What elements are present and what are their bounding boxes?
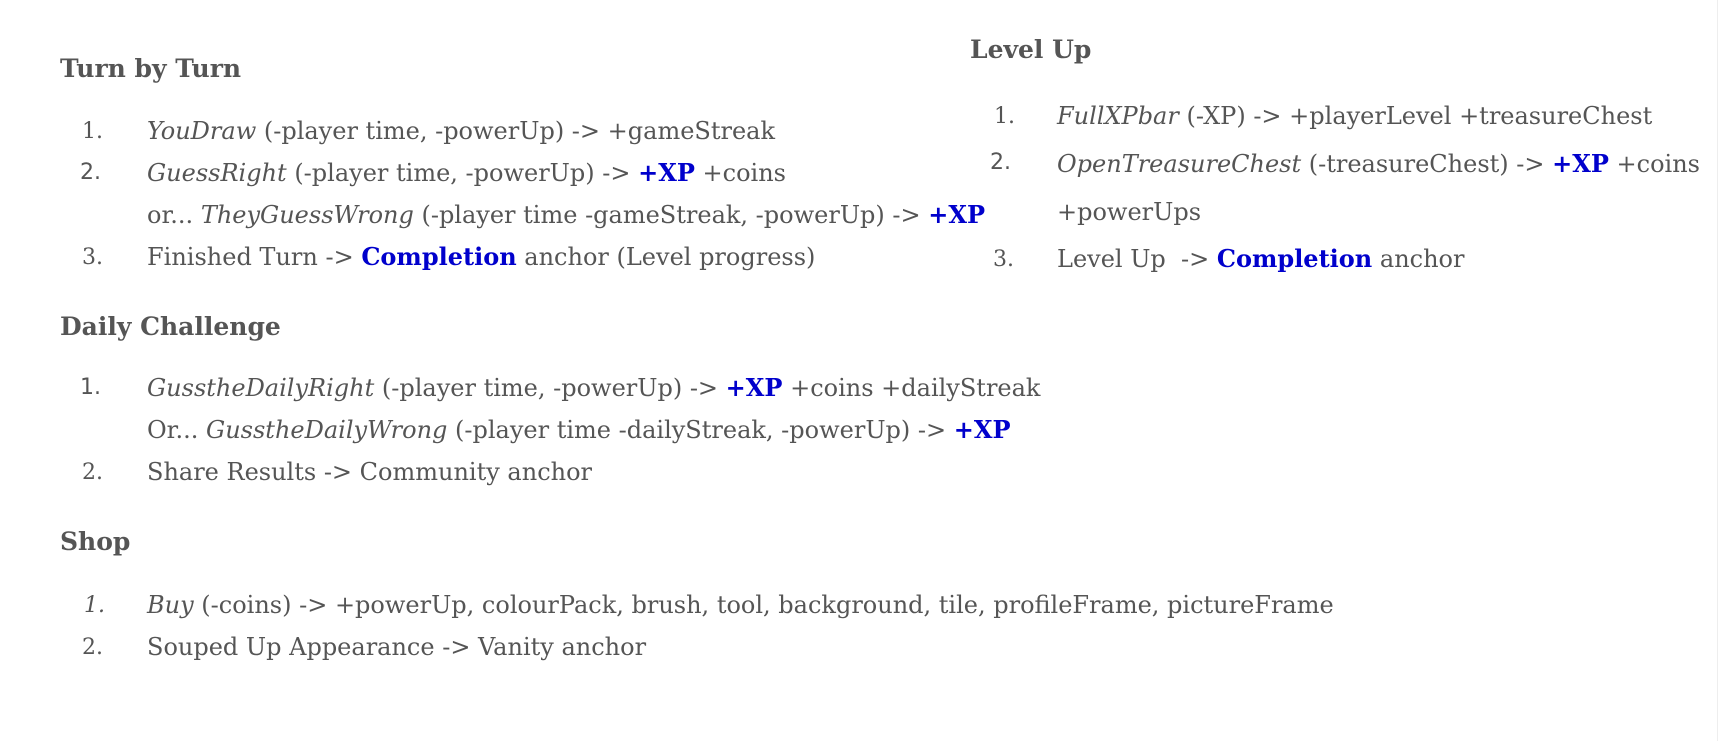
action-name: GusstheDailyWrong xyxy=(206,416,448,444)
action-name: TheyGuessWrong xyxy=(200,201,414,229)
action-tail: anchor (Level progress) xyxy=(516,243,816,271)
list-number: 1. xyxy=(994,104,1015,129)
list-item-continuation xyxy=(1057,197,1201,227)
action-text: Share Results -> Community anchor xyxy=(147,458,593,486)
action-effect: (-player time, -powerUp) -> +gameStreak xyxy=(256,117,776,145)
list-number: 1. xyxy=(82,119,103,144)
list-number: 3. xyxy=(82,245,103,270)
action-name: OpenTreasureChest xyxy=(1057,150,1302,178)
list-item-guess-daily-wrong xyxy=(147,415,1011,445)
list-number: 3. xyxy=(993,247,1014,272)
action-effect: (-player time -dailyStreak, -powerUp) -> xyxy=(447,416,954,444)
list-item-they-guess-wrong xyxy=(147,200,985,230)
action-name: GuessRight xyxy=(147,159,287,187)
list-item-share-results xyxy=(147,457,592,487)
action-name: FullXPbar xyxy=(1057,102,1179,130)
action-name: GusstheDailyRight xyxy=(147,374,375,402)
action-tail: +coins xyxy=(694,159,786,187)
action-name: YouDraw xyxy=(147,117,257,145)
section-heading-turn-by-turn: Turn by Turn xyxy=(60,54,242,83)
list-item-finished-turn xyxy=(147,242,815,272)
list-number: 2. xyxy=(82,460,103,485)
completion-anchor: Completion xyxy=(1216,244,1373,273)
xp-reward: +XP xyxy=(725,373,783,402)
action-effect: (-treasureChest) -> xyxy=(1301,150,1553,178)
list-number: 2. xyxy=(990,150,1011,175)
section-heading-level-up: Level Up xyxy=(970,35,1092,64)
action-continuation: +powerUps xyxy=(1057,198,1202,226)
page-edge-divider xyxy=(1717,0,1718,741)
list-number: 1. xyxy=(80,375,101,400)
action-text: Souped Up Appearance -> Vanity anchor xyxy=(147,633,647,661)
list-item-level-up xyxy=(1057,244,1464,274)
list-item-open-treasure-chest xyxy=(1057,149,1700,179)
list-item-you-draw xyxy=(147,116,775,146)
action-effect: (-XP) -> +playerLevel +treasureChest xyxy=(1178,102,1653,130)
xp-reward: +XP xyxy=(1552,149,1609,178)
alt-prefix: Or... xyxy=(147,416,207,444)
xp-reward: +XP xyxy=(928,200,986,229)
completion-anchor: Completion xyxy=(361,242,517,271)
action-tail: anchor xyxy=(1372,245,1465,273)
action-text: Level Up -> xyxy=(1057,245,1217,273)
alt-prefix: or... xyxy=(147,201,201,229)
action-text: Finished Turn -> xyxy=(147,243,362,271)
list-item-guess-daily-right xyxy=(147,373,1040,403)
action-effect: (-player time -gameStreak, -powerUp) -> xyxy=(413,201,929,229)
list-item-souped-up-appearance xyxy=(147,632,646,662)
action-effect: (-player time, -powerUp) -> xyxy=(374,374,726,402)
list-item-full-xp-bar xyxy=(1057,101,1652,131)
section-heading-daily-challenge: Daily Challenge xyxy=(60,312,281,341)
action-effect: (-coins) -> +powerUp, colourPack, brush, tool, background, tile, profileFrame, pictureFrame xyxy=(193,591,1334,619)
action-tail: +coins xyxy=(1608,150,1700,178)
action-tail: +coins +dailyStreak xyxy=(782,374,1041,402)
list-item-guess-right xyxy=(147,158,786,188)
action-effect: (-player time, -powerUp) -> xyxy=(286,159,639,187)
list-number: 2. xyxy=(80,160,101,185)
xp-reward: +XP xyxy=(953,415,1011,444)
xp-reward: +XP xyxy=(638,158,695,187)
action-name: Buy xyxy=(147,591,194,619)
section-heading-shop: Shop xyxy=(60,527,131,556)
list-number: 1. xyxy=(84,593,105,618)
list-item-buy xyxy=(147,590,1334,620)
list-number: 2. xyxy=(82,635,103,660)
